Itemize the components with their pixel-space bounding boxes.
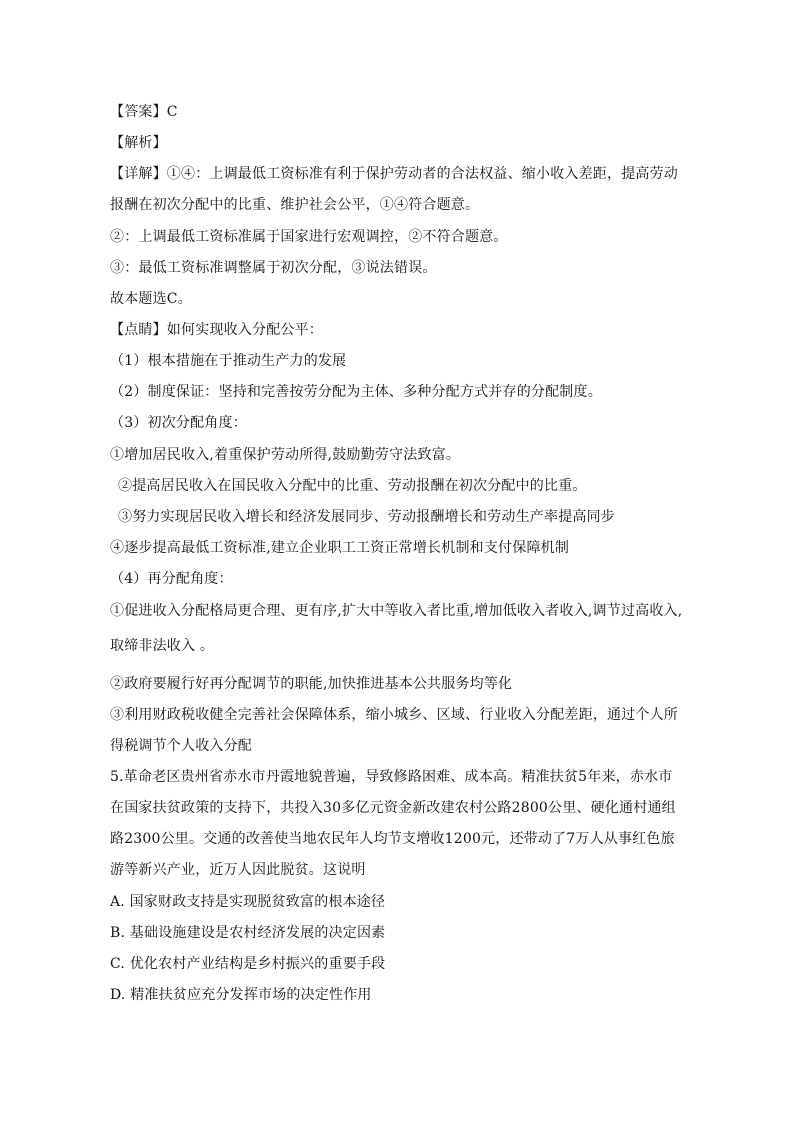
tips-point-4: （4）再分配角度： [110,571,233,587]
detail-line-3: ②：上调最低工资标准属于国家进行宏观调控，②不符合题意。 [110,229,508,245]
tips-point-4a-line-2: 取缔非法收入 。 [110,638,215,654]
tips-point-4c-line-1: ③利用财政税收健全完善社会保障体系，缩小城乡、区域、行业收入分配差距，通过个人所 [110,707,678,723]
detail-conclusion: 故本题选C。 [110,291,192,307]
question-5-line-3: 路2300公里。交通的改善使当地农民年人均节支增收1200元，还带动了7万人从事红色旅 [110,831,675,847]
question-5-line-2: 在国家扶贫政策的支持下，共投入30多亿元资金新改建农村公路2800公里、硬化通村通组 [110,800,676,816]
option-b: B. 基础设施建设是农村经济发展的决定因素 [110,925,386,941]
detail-line-4: ③：最低工资标准调整属于初次分配，③说法错误。 [110,260,437,276]
tips-point-4b: ②政府要履行好再分配调节的职能,加快推进基本公共服务均等化 [110,676,513,692]
question-5-line-4: 游等新兴产业，近万人因此脱贫。这说明 [110,862,366,878]
tips-point-3b: ②提高居民收入在国民收入分配中的比重、劳动报酬在初次分配中的比重。 [118,478,587,494]
analysis-heading: 【解析】 [110,135,167,151]
tips-point-4a-line-1: ①促进收入分配格局更合理、更有序,扩大中等收入者比重,增加低收入者收入,调节过高收入, [110,603,683,619]
option-a: A. 国家财政支持是实现脱贫致富的根本途径 [110,894,386,910]
option-d: D. 精准扶贫应充分发挥市场的决定性作用 [110,987,372,1003]
tips-point-3: （3）初次分配角度： [110,415,247,431]
tips-point-4c-line-2: 得税调节个人收入分配 [110,738,252,754]
question-5-line-1: 5.革命老区贵州省赤水市丹霞地貌普遍，导致修路困难、成本高。精准扶贫5年来，赤水市 [110,769,673,785]
option-c: C. 优化农村产业结构是乡村振兴的重要手段 [110,956,386,972]
tips-heading: 【点睛】如何实现收入分配公平： [110,322,323,338]
tips-point-3d: ④逐步提高最低工资标准,建立企业职工工资正常增长机制和支付保障机制 [110,540,570,556]
detail-line-1: 【详解】①④：上调最低工资标准有利于保护劳动者的合法权益、缩小收入差距，提高劳动 [110,166,678,182]
tips-point-3a: ①增加居民收入,着重保护劳动所得,鼓励勤劳守法致富。 [110,447,461,463]
answer-line: 【答案】C [110,104,178,120]
tips-point-2: （2）制度保证：坚持和完善按劳分配为主体、多种分配方式并存的分配制度。 [110,384,602,400]
detail-line-2: 报酬在初次分配中的比重、维护社会公平，①④符合题意。 [110,197,480,213]
tips-point-1: （1）根本措施在于推动生产力的发展 [110,353,347,369]
tips-point-3c: ③努力实现居民收入增长和经济发展同步、劳动报酬增长和劳动生产率提高同步 [118,509,615,525]
